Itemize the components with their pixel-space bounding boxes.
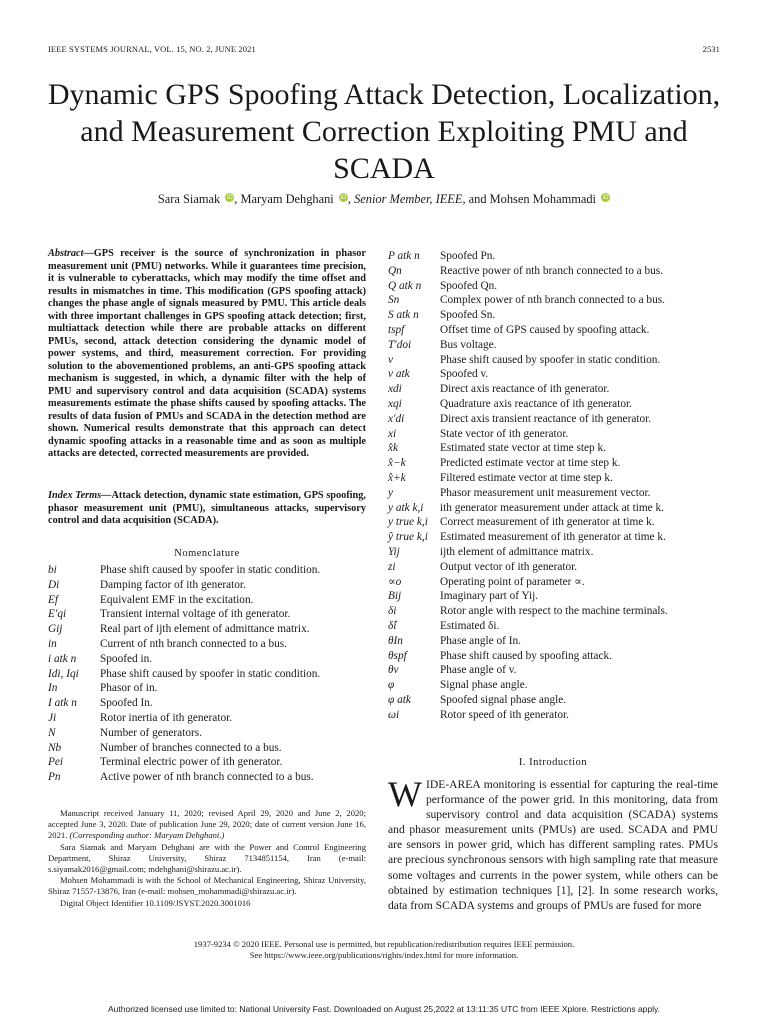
nomenclature-description: Real part of ijth element of admittance matrix. [100,623,310,636]
nomenclature-row [388,412,718,427]
introduction-body: IDE-AREA monitoring is essential for capturing the real-time performance of the power grid. In this monitoring, data from supervisory control and data acquisition (SCADA) systems and phasor measurement units (PMUs) are used. SCADA and PMU are sensors in power grid, which has different sampling rates. PMUs are precious synchronous sensors with high sampling rate that measure some voltages and currents in the power system, while others can be obtained by estimation techniques [1], [2]. In some research works, data from SCADA systems and groups of PMUs are fused for more [388,778,718,912]
nomenclature-row [388,441,718,456]
nomenclature-description: Active power of nth branch connected to a bus. [100,771,314,784]
nomenclature-description: ijth element of admittance matrix. [440,545,594,558]
copyright-line-2[interactable]: See https://www.ieee.org/publications/rights/index.html for more information. [249,950,519,961]
nomenclature-symbol: φ atk [388,693,411,706]
nomenclature-row [388,308,718,323]
nomenclature-row [388,708,718,723]
nomenclature-description: Signal phase angle. [440,679,528,692]
nomenclature-symbol: i atk n [48,652,77,665]
nomenclature-row [48,637,366,652]
nomenclature-row [388,663,718,678]
nomenclature-row [48,622,366,637]
author-line: Sara Siamak iD, Maryam Dehghani iD, Senior Member, IEEE, and Mohsen Mohammadi iD [157,192,609,206]
nomenclature-symbol: v atk [388,368,410,381]
nomenclature-description: Phase shift caused by spoofer in static condition. [100,564,321,576]
nomenclature-description: Rotor angle with respect to the machine terminals. [440,605,668,618]
nomenclature-symbol: Q atk n [388,279,422,292]
nomenclature-description: Phase angle of In. [440,634,521,647]
nomenclature-description: Phasor of in. [100,682,158,695]
journal-name: IEEE SYSTEMS JOURNAL, VOL. 15, NO. 2, JUNE 2021 [48,44,256,54]
nomenclature-row [388,293,718,308]
nomenclature-symbol: x̂−k [388,457,406,470]
abstract-lead: Abstract— [48,248,94,259]
nomenclature-symbol: Ji [48,711,57,724]
nomenclature-row [388,427,718,442]
nomenclature-row [48,652,366,667]
nomenclature-symbol: x̂k [388,442,399,455]
nomenclature-row [388,471,718,486]
nomenclature-description: Direct axis transient reactance of ith generator. [440,412,652,425]
nomenclature-row [48,741,366,756]
nomenclature-description: Spoofed signal phase angle. [440,693,567,706]
nomenclature-symbol: bi [48,564,57,576]
dropcap: W [388,774,422,814]
nomenclature-row [388,604,718,619]
nomenclature-row [388,649,718,664]
nomenclature-row [48,711,366,726]
nomenclature-description: Number of generators. [100,726,202,739]
orcid-icon[interactable]: iD [340,194,347,201]
nomenclature-row [388,456,718,471]
nomenclature-symbol: Ef [48,593,59,606]
nomenclature-description: Spoofed Qn. [440,279,498,292]
nomenclature-description: Number of branches connected to a bus. [100,741,282,754]
nomenclature-row [388,575,718,590]
nomenclature-description: Predicted estimate vector at time step k. [440,457,621,470]
nomenclature-symbol: y [388,486,394,499]
nomenclature-symbol: v [388,353,394,366]
nomenclature-description: Transient internal voltage of ith generator. [100,608,291,621]
author-name[interactable]: Mohsen Mohammadi [489,192,596,206]
nomenclature-description: Spoofed Sn. [440,309,496,322]
nomenclature-row [388,264,718,279]
footnote-corresponding: (Corresponding author: Maryam Dehghani.) [69,830,225,841]
nomenclature-row [388,693,718,708]
nomenclature-symbol: tspf [388,323,405,336]
nomenclature-description: Quadrature axis reactance of ith generator. [440,397,632,410]
nomenclature-row [388,367,718,382]
nomenclature-description: Phase angle of v. [440,664,517,677]
nomenclature-symbol: x′di [388,412,405,425]
nomenclature-symbol: θv [388,664,399,677]
nomenclature-description: Estimated δi. [440,619,500,632]
nomenclature-description: Rotor speed of ith generator. [440,708,569,721]
abstract [48,248,366,461]
nomenclature-row [388,279,718,294]
nomenclature-description: Damping factor of ith generator. [100,578,246,591]
nomenclature-symbol: ŷ true k,i [388,531,428,544]
nomenclature-row [48,607,366,622]
nomenclature-description: Operating point of parameter ∝. [440,575,585,588]
nomenclature-description: Phase shift caused by spoofer in static condition. [100,667,321,680]
nomenclature-description: Equivalent EMF in the excitation. [100,593,254,606]
footnote-doi[interactable]: Digital Object Identifier 10.1109/JSYST.2020.3001016 [60,897,251,908]
nomenclature-description: Spoofed Pn. [440,250,496,262]
nomenclature-row [388,249,718,264]
index-terms-text: Attack detection, dynamic state estimation, GPS spoofing, phasor measurement unit (PMU), simultaneous attacks, supervisory control and data acquisition (SCADA). [48,490,366,526]
license-banner: Authorized licensed use limited to: National University Fast. Downloaded on August 25,2022 at 13:11:35 UTC from IEEE Xplore. Restrictions apply. [108,1004,660,1014]
nomenclature-row [388,397,718,412]
nomenclature-row [388,589,718,604]
nomenclature-list-right [388,249,718,723]
nomenclature-row [388,323,718,338]
footnote-affiliation-2: Mohsen Mohammadi is with the School of Mechanical Engineering, Shiraz University, Shiraz 71557-13876, Iran (e-mail: mohsen_mohammadi@shirazu.ac.ir). [48,875,366,897]
nomenclature-description: Spoofed in. [100,652,153,665]
nomenclature-description: Filtered estimate vector at time step k. [440,471,613,484]
nomenclature-symbol: Gij [48,623,63,636]
nomenclature-row [388,338,718,353]
nomenclature-symbol: y true k,i [388,516,428,529]
nomenclature-symbol: Pn [48,771,61,784]
nomenclature-description: Estimated measurement of ith generator at time k. [440,531,666,544]
nomenclature-description: Bus voltage. [440,338,497,351]
copyright-line-1: 1937-9234 © 2020 IEEE. Personal use is permitted, but republication/redistribution requires IEEE permission. [193,939,575,949]
nomenclature-symbol: Qn [388,264,402,277]
nomenclature-symbol: δi [388,605,397,618]
nomenclature-row [48,593,366,608]
nomenclature-description: Phase shift caused by spoofer in static condition. [440,353,661,366]
nomenclature-row [388,382,718,397]
nomenclature-description: State vector of ith generator. [440,427,569,440]
nomenclature-row [388,501,718,516]
nomenclature-description: Spoofed In. [100,697,153,710]
page-number: 2531 [702,44,720,54]
nomenclature-description: Output vector of ith generator. [440,560,578,573]
nomenclature-list-left [48,563,366,785]
nomenclature-symbol: θspf [388,649,407,662]
nomenclature-description: Complex power of nth branch connected to a bus. [440,294,665,307]
nomenclature-symbol: I atk n [48,697,77,710]
nomenclature-symbol: S atk n [388,309,419,322]
nomenclature-row [388,634,718,649]
orcid-icon[interactable]: iD [226,194,233,201]
nomenclature-description: Rotor inertia of ith generator. [100,711,233,724]
nomenclature-symbol: in [48,637,57,650]
nomenclature-description: ith generator measurement under attack at time k. [440,501,664,514]
nomenclature-row [388,560,718,575]
nomenclature-row [388,486,718,501]
nomenclature-symbol: Nb [48,741,62,754]
nomenclature-description: Offset time of GPS caused by spoofing attack. [440,323,650,336]
nomenclature-symbol: zi [388,560,396,573]
nomenclature-symbol: Yij [388,545,400,558]
nomenclature-symbol: Bij [388,590,402,603]
nomenclature-description: Spoofed v. [440,368,489,381]
nomenclature-symbol: xqi [388,397,402,410]
copyright-notice [60,939,708,961]
footnote [48,808,366,909]
nomenclature-row [48,681,366,696]
nomenclature-description: Current of nth branch connected to a bus. [100,637,287,650]
nomenclature-symbol: φ [388,679,395,692]
nomenclature-symbol: y atk k,i [388,501,424,514]
nomenclature-description: Imaginary part of Yij. [440,590,539,603]
nomenclature-symbol: Pei [48,756,64,769]
footnote-affiliation-1: Sara Siamak and Maryam Dehghani are with the Power and Control Engineering Department, Shiraz University, Shiraz 7134851154, Iran (e-mail: s.siyamak2016@gmail.com; mdehghani@shirazu.ac.ir). [48,841,366,875]
author-name[interactable]: Sara Siamak [157,192,221,206]
nomenclature-symbol: T′doi [388,338,412,351]
nomenclature-symbol: δ̂i [388,619,397,632]
author-name[interactable]: Maryam Dehghani [240,192,334,206]
orcid-icon[interactable]: iD [602,194,609,201]
nomenclature-row [48,667,366,682]
paper-title: Dynamic GPS Spoofing Attack Detection, Localization, and Measurement Correction Exploiting PMU and SCADA [47,78,721,185]
abstract-text: GPS receiver is the source of synchronization in phasor measurement unit (PMU) networks. While it guarantees time precision, it is vulnerable to cyberattacks, which may modify the time offset and results in mismatches in time. This modification (GPS spoofing attack) changes the phase angle of signals measured by PMU. This article deals with three important challenges in GPS spoofing attack detection; first, multiattack detection while there are probable attacks on different PMUs, second, attack detection considering the dynamic model of power systems, and third, measurement correction. For providing solution to the abovementioned problems, an anti-GPS spoofing attack mechanism is suggested, in which, a dynamic filter with the help of PMU and supervisory control and data acquisition (SCADA) systems measurements estimate the phase shifts caused by spoofing attacks. The results of data fusion of PMUs and SCADA in the detection method are shown. Numerical results demonstrate that this approach can detect dynamic spoofing attacks in a reasonable time and as soon as multiple attacks are detected, corrected measurements are provided. [48,248,366,459]
nomenclature-symbol: E′qi [48,608,67,621]
nomenclature-row [388,353,718,368]
index-terms [48,490,366,528]
nomenclature-symbol: In [48,682,58,695]
nomenclature-row [388,515,718,530]
nomenclature-symbol: ωi [388,708,400,721]
author-role: Senior Member, IEEE [354,192,463,206]
nomenclature-symbol: xdi [388,383,402,396]
nomenclature-row [48,770,366,785]
nomenclature-description: Direct axis reactance of ith generator. [440,383,610,396]
nomenclature-symbol: ∝o [388,575,402,588]
nomenclature-description: Terminal electric power of ith generator. [100,756,283,769]
nomenclature-description: Reactive power of nth branch connected to a bus. [440,264,664,277]
nomenclature-heading: Nomenclature [174,548,240,559]
nomenclature-row [388,619,718,634]
nomenclature-symbol: Di [48,578,60,591]
nomenclature-symbol: Idi, Iqi [48,667,79,680]
nomenclature-description: Phase shift caused by spoofing attack. [440,649,612,662]
index-terms-lead: Index Terms— [48,490,112,501]
nomenclature-symbol: P atk n [388,250,420,262]
section-heading: I. Introduction [518,757,588,768]
nomenclature-symbol: Sn [388,294,400,307]
nomenclature-row [48,755,366,770]
nomenclature-description: Phasor measurement unit measurement vector. [440,486,651,499]
nomenclature-row [48,578,366,593]
running-header [48,44,720,58]
nomenclature-row [48,696,366,711]
nomenclature-symbol: xi [388,427,397,440]
nomenclature-symbol: N [48,726,56,739]
nomenclature-row [388,530,718,545]
nomenclature-row [388,545,718,560]
footnote-received: Manuscript received January 11, 2020; revised April 29, 2020 and June 2, 2020; accepted June 3, 2020. Date of publication June 29, 2020; date of current version June 16, 2021. [48,808,366,841]
introduction-text [388,774,718,913]
nomenclature-row [48,563,366,578]
nomenclature-symbol: θIn [388,634,403,647]
nomenclature-symbol: x̂+k [388,471,406,484]
nomenclature-description: Estimated state vector at time step k. [440,442,606,455]
nomenclature-row [48,726,366,741]
nomenclature-description: Correct measurement of ith generator at time k. [440,516,655,529]
nomenclature-row [388,678,718,693]
